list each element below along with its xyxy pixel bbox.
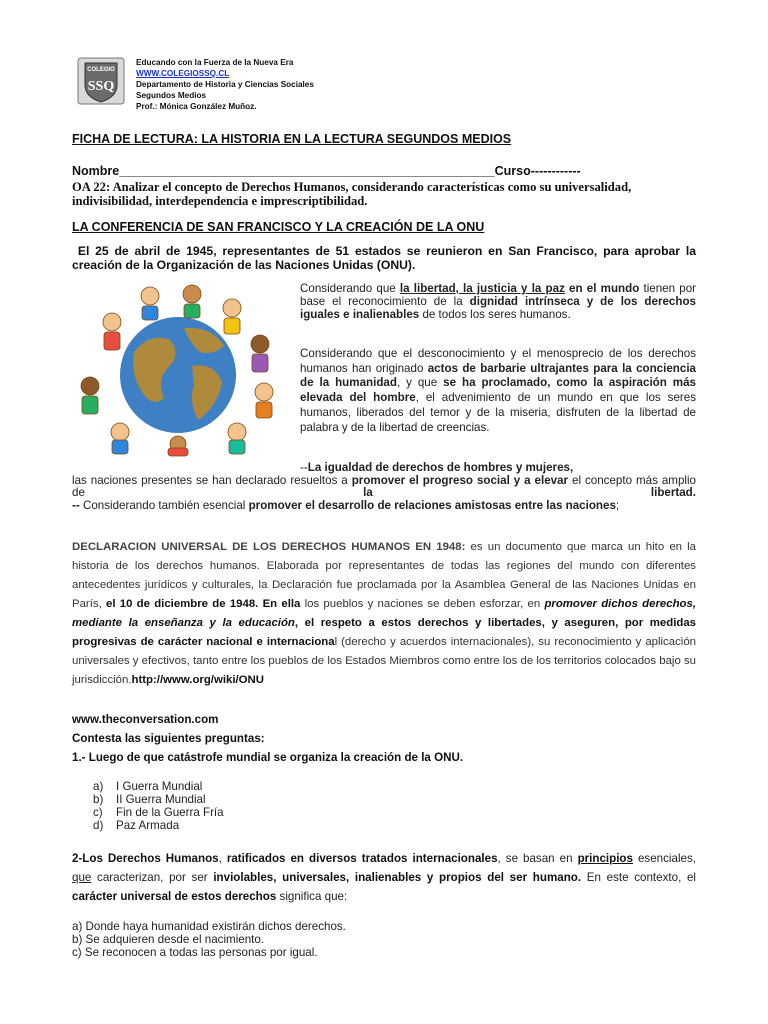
school-website-link[interactable]: WWW.COLEGIOSSQ.CL — [136, 69, 230, 78]
paragraph-desconocimiento: Considerando que el desconocimiento y el menosprecio de los derechos humanos han originado actos de barbarie ultrajantes para la conciencia de la humanidad, y que se ha proclamado, como la aspiración más elevada del hombre, el advenimiento de un mundo en que los seres humanos, liberados del temor y de la miseria, disfruten de la libertad de palabra y de la libertad de creencias. — [300, 347, 696, 434]
declaration-paragraph: DECLARACION UNIVERSAL DE LOS DERECHOS HUMANOS EN 1948: es un documento que marca un hito en la historia de los derechos humanos. Elaborada por representantes de todas las regiones del mundo con diferentes antecedentes jurídicos y culturales, la Declaración fue proclamada por la Asamblea General de las Naciones Unidas en París, el 10 de diciembre de 1948. En ella los pueblos y naciones se deben esforzar, en promover dichos derechos, mediante la enseñanza y la educación, el respeto a estos derechos y libertades, y aseguren, por medidas progresivas de carácter nacional e internacional (derecho y acuerdos internacionales), su reconocimiento y aplicación universales y efectivos, tanto entre los pueblos de los Estados Miembros como entre los de los territorios colocados bajo su jurisdicción.http://www.org/wiki/ONU — [72, 541, 697, 686]
declaration-heading: DECLARACION UNIVERSAL DE LOS DERECHOS HUMANOS EN 1948: — [72, 541, 466, 553]
question-2: 2-Los Derechos Humanos, ratificados en diversos tratados internacionales, se basan en principios esenciales, que caracterizan, por ser inviolables, universales, inalienables y propios del ser humano. En este contexto, el carácter universal de estos derechos significa que: — [72, 852, 696, 903]
option-2c[interactable]: c) Se reconocen a todas las personas por igual. — [72, 946, 318, 959]
school-header — [136, 57, 314, 112]
department: Departamento de Historia y Ciencias Sociales — [136, 80, 314, 89]
name-line — [72, 164, 581, 178]
option-b[interactable]: b) II Guerra Mundial — [93, 793, 206, 806]
paragraph-libertad: Considerando que la libertad, la justicia y la paz en el mundo tienen por base el reconocimiento de la dignidad intrínseca y de los derechos iguales e inalienables de todos los seres humanos. — [300, 282, 697, 321]
section-title: LA CONFERENCIA DE SAN FRANCISCO Y LA CREACIÓN DE LA ONU — [72, 220, 485, 234]
curso-label: Curso------------ — [494, 164, 581, 178]
course-level: Segundos Medios — [136, 91, 207, 100]
intro-paragraph: El 25 de abril de 1945, representantes de 51 estados se reunieron en San Francisco, para aprobar la creación de la Organización de las Naciones Unidas (ONU). — [72, 244, 697, 272]
questions-block — [72, 710, 696, 767]
question-1-options — [93, 780, 224, 832]
questions-heading: Contesta las siguientes preguntas: — [72, 732, 265, 745]
option-c[interactable]: c) Fin de la Guerra Fría — [93, 806, 224, 819]
question-1: 1.- Luego de que catástrofe mundial se organiza la creación de la ONU. — [72, 751, 464, 764]
source-link-onu[interactable]: http://www.org/wiki/ONU — [131, 674, 264, 686]
option-d[interactable]: d) Paz Armada — [93, 819, 180, 832]
page-title: FICHA DE LECTURA: LA HISTORIA EN LA LECTURA SEGUNDOS MEDIOS — [72, 132, 512, 146]
children-around-globe-image — [72, 282, 284, 457]
name-blank: ______________________________________________________ — [119, 164, 495, 178]
school-logo — [77, 57, 125, 105]
school-motto: Educando con la Fuerza de la Nueva Era — [136, 58, 294, 67]
learning-objective: OA 22: Analizar el concepto de Derechos Humanos, considerando características como su universalidad, indivisibilidad, interdependencia e imprescriptibilidad. — [72, 180, 632, 208]
teacher-name: Prof.: Mónica González Muñoz. — [136, 102, 257, 111]
name-label: Nombre — [72, 164, 120, 178]
question-2-options — [72, 920, 346, 959]
paragraph-igualdad: --La igualdad de derechos de hombres y mujeres, las naciones presentes se han declarado resueltos a promover el progreso social y a elevar el concepto más amplio de la libertad. -- Considerando también esencial promover el desarrollo de relaciones amistosas entre las naciones; — [72, 461, 696, 512]
source-link-conversation[interactable]: www.theconversation.com — [72, 713, 219, 726]
option-a[interactable]: a) I Guerra Mundial — [93, 780, 203, 793]
logo-text: COLEGIO — [87, 67, 115, 73]
option-2b[interactable]: b) Se adquieren desde el nacimiento. — [72, 933, 265, 946]
option-2a[interactable]: a) Donde haya humanidad existirán dichos derechos. — [72, 920, 346, 933]
logo-initials: SSQ — [87, 79, 115, 94]
